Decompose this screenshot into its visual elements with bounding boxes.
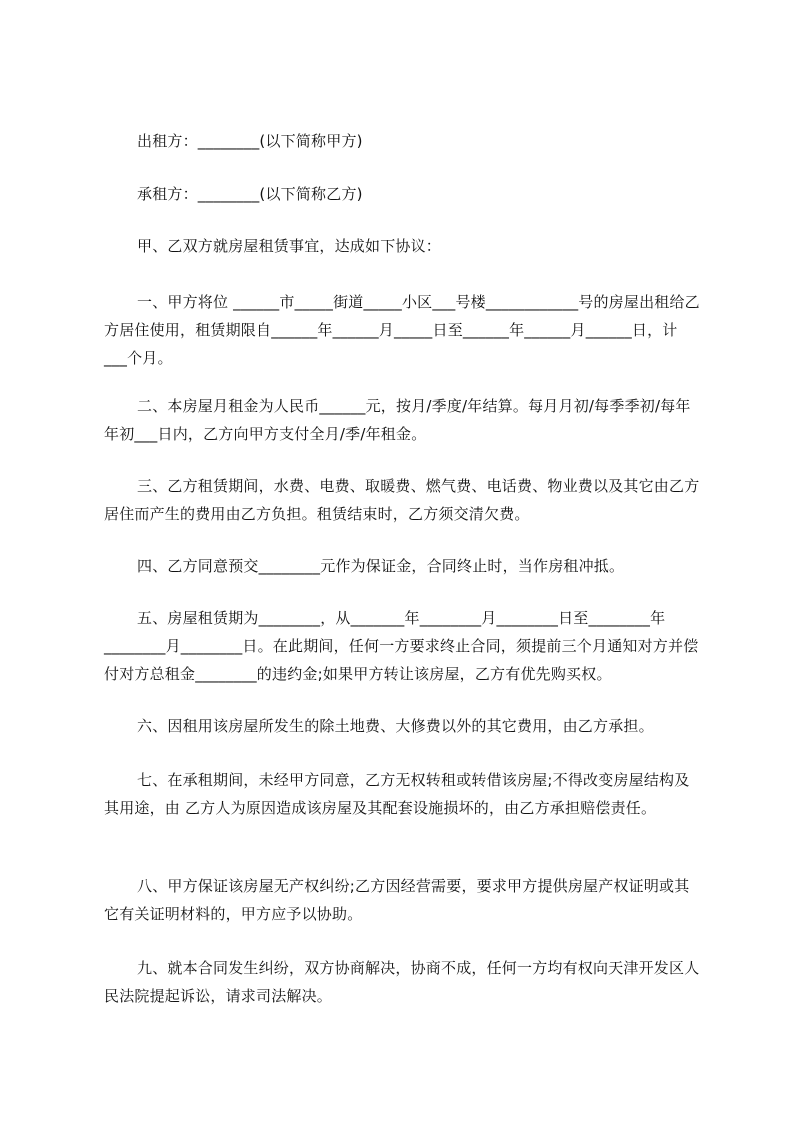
lessee-line: 承租方：________(以下简称乙方) xyxy=(137,185,363,203)
clause-2-rent: 二、本房屋月租金为人民币______元，按月/季度/年结算。每月月初/每季季初/每年年初___日内，乙方向甲方支付全月/季/年租金。 xyxy=(104,397,691,443)
clause-7-sublease: 七、在承租期间，未经甲方同意，乙方无权转租或转借该房屋;不得改变房屋结构及其用途，由 乙方人为原因造成该房屋及其配套设施损坏的，由乙方承担赔偿责任。 xyxy=(104,771,690,817)
clause-5-lease-period: 五、房屋租赁期为________，从_______年________月________日至________年________月________日。在此期间，任何一方要求终止合同，须提前三个月通知对方并偿付对方总租金________的违约金;如果甲方转让该房屋，乙方有优先购买权。 xyxy=(104,609,699,683)
agreement-intro: 甲、乙双方就房屋租赁事宜，达成如下协议： xyxy=(137,237,442,255)
clause-1-location-term: 一、甲方将位 ______市_____街道_____小区___号楼____________号的房屋出租给乙方居住使用，租赁期限自______年______月_____日至______年______月______日，计___个月。 xyxy=(104,293,700,367)
lessor-line: 出租方：________(以下简称甲方) xyxy=(137,132,363,150)
clause-6-other-fees: 六、因租用该房屋所发生的除土地费、大修费以外的其它费用，由乙方承担。 xyxy=(137,717,654,735)
clause-9-disputes: 九、就本合同发生纠纷，双方协商解决，协商不成，任何一方均有权向天津开发区人民法院提起诉讼，请求司法解决。 xyxy=(104,959,700,1005)
clause-8-property-rights: 八、甲方保证该房屋无产权纠纷;乙方因经营需要，要求甲方提供房屋产权证明或其它有关证明材料的，甲方应予以协助。 xyxy=(104,877,690,923)
clause-3-utilities: 三、乙方租赁期间，水费、电费、取暖费、燃气费、电话费、物业费以及其它由乙方居住而产生的费用由乙方负担。租赁结束时，乙方须交清欠费。 xyxy=(104,477,700,523)
clause-4-deposit: 四、乙方同意预交________元作为保证金，合同终止时，当作房租冲抵。 xyxy=(137,557,625,575)
